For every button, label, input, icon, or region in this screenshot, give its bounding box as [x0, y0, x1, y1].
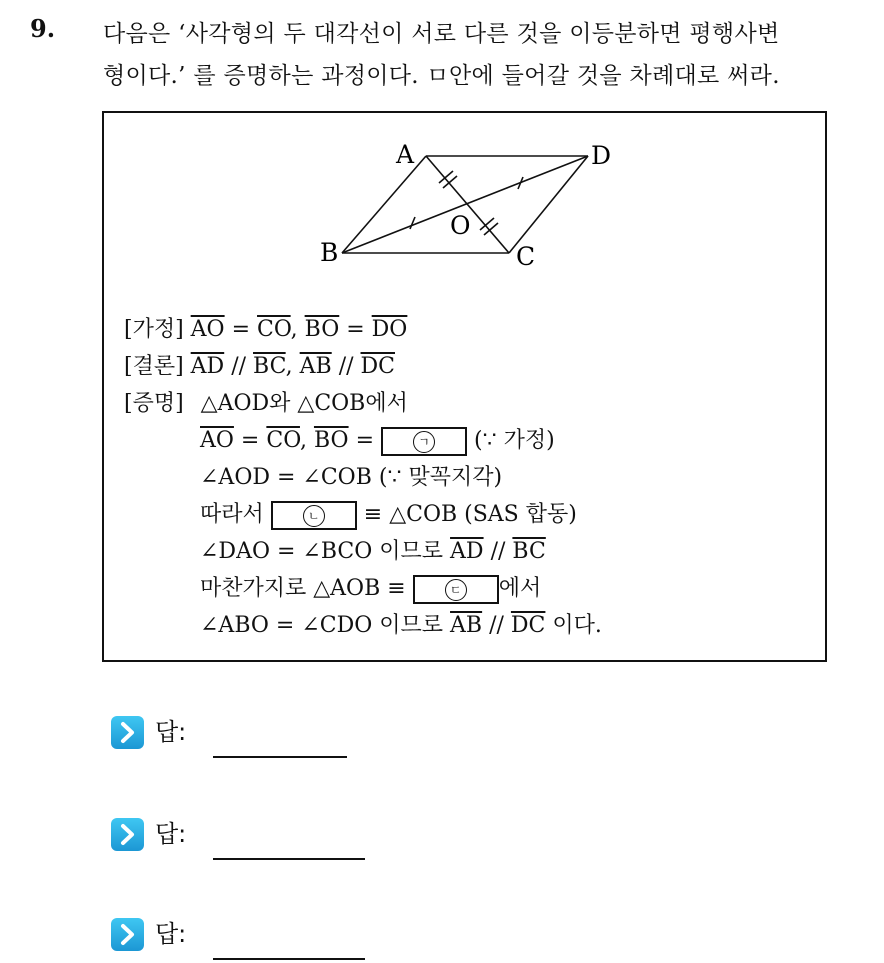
segment-do: $\overline{DO}$: [371, 317, 408, 342]
vertex-label-c: C: [516, 242, 536, 271]
parallelogram-figure: [104, 113, 829, 293]
conclusion-line: [결론] $\overline{AD} // \overline{BC}$, $\overline{AB} // \overline{DC}$: [124, 354, 395, 379]
answer-label: 답:: [155, 718, 187, 746]
question-number: 9.: [30, 14, 56, 43]
chevron-right-icon: [111, 716, 144, 749]
proof-label: [증명]: [124, 391, 184, 416]
question-text-line1: 다음은 ‘사각형의 두 대각선이 서로 다른 것을 이등분하면 평행사변: [103, 21, 780, 47]
assumption-label: [가정]: [124, 317, 184, 342]
proof-line-3: ∠AOD = ∠COB (∵ 맞꼭지각): [200, 465, 503, 490]
blank-box-1: [381, 427, 467, 456]
assumption-line: [가정] $\overline{AO} = \overline{CO}$, $\overline{BO} = \overline{DO}$: [124, 317, 408, 342]
segment-dc: $\overline{DC}$: [360, 354, 395, 379]
circled-mark-3: ㄷ: [445, 579, 467, 601]
answer-input-line[interactable]: [213, 756, 347, 758]
edge-ba: [342, 156, 426, 253]
segment-co: $\overline{CO}$: [257, 317, 291, 342]
segment-bc: $\overline{BC}$: [253, 354, 286, 379]
question-text-line2: 형이다.’ 를 증명하는 과정이다. ㅁ안에 들어갈 것을 차례대로 써라.: [103, 63, 780, 89]
chevron-right-icon: [111, 918, 144, 951]
proof-line-7: ∠ABO = ∠CDO 이므로 $\overline{AB} // \overline{DC}$ 이다.: [200, 613, 602, 638]
conclusion-label: [결론]: [124, 354, 184, 379]
center-label-o: O: [450, 211, 471, 240]
answer-label: 답:: [155, 820, 187, 848]
blank-box-3: [413, 575, 499, 604]
answer-label: 답:: [155, 920, 187, 948]
chevron-right-icon: [111, 818, 144, 851]
segment-bo: $\overline{BO}$: [304, 317, 340, 342]
segment-ab: $\overline{AB}$: [299, 354, 332, 379]
vertex-label-a: A: [396, 140, 415, 169]
proof-step-1: △AOD와 △COB에서: [200, 391, 408, 416]
proof-box: [102, 111, 827, 662]
proof-line-6: 마찬가지로 △AOB ≡ ㄷ 에서: [200, 574, 541, 604]
proof-line-1: [124, 389, 408, 419]
proof-line-2: $\overline{AO} = \overline{CO}$, $\overline{BO}$ = ㄱ (∵ 가정): [200, 426, 555, 456]
proof-line-4: 따라서 ㄴ ≡ △COB (SAS 합동): [200, 500, 577, 530]
proof-line-5: ∠DAO = ∠BCO 이므로 $\overline{AD} // \overline{BC}$: [200, 539, 546, 564]
vertex-label-d: D: [591, 141, 612, 170]
edge-dc: [509, 156, 588, 253]
circled-mark-2: ㄴ: [303, 505, 325, 527]
segment-ao: $\overline{AO}$: [190, 317, 225, 342]
vertex-label-b: B: [320, 238, 339, 267]
blank-box-2: [271, 501, 357, 530]
answer-input-line[interactable]: [213, 858, 365, 860]
circled-mark-1: ㄱ: [413, 431, 435, 453]
proof-step-2-reason: (∵ 가정): [474, 428, 555, 453]
segment-ad: $\overline{AD}$: [190, 354, 225, 379]
answer-input-line[interactable]: [213, 958, 365, 960]
